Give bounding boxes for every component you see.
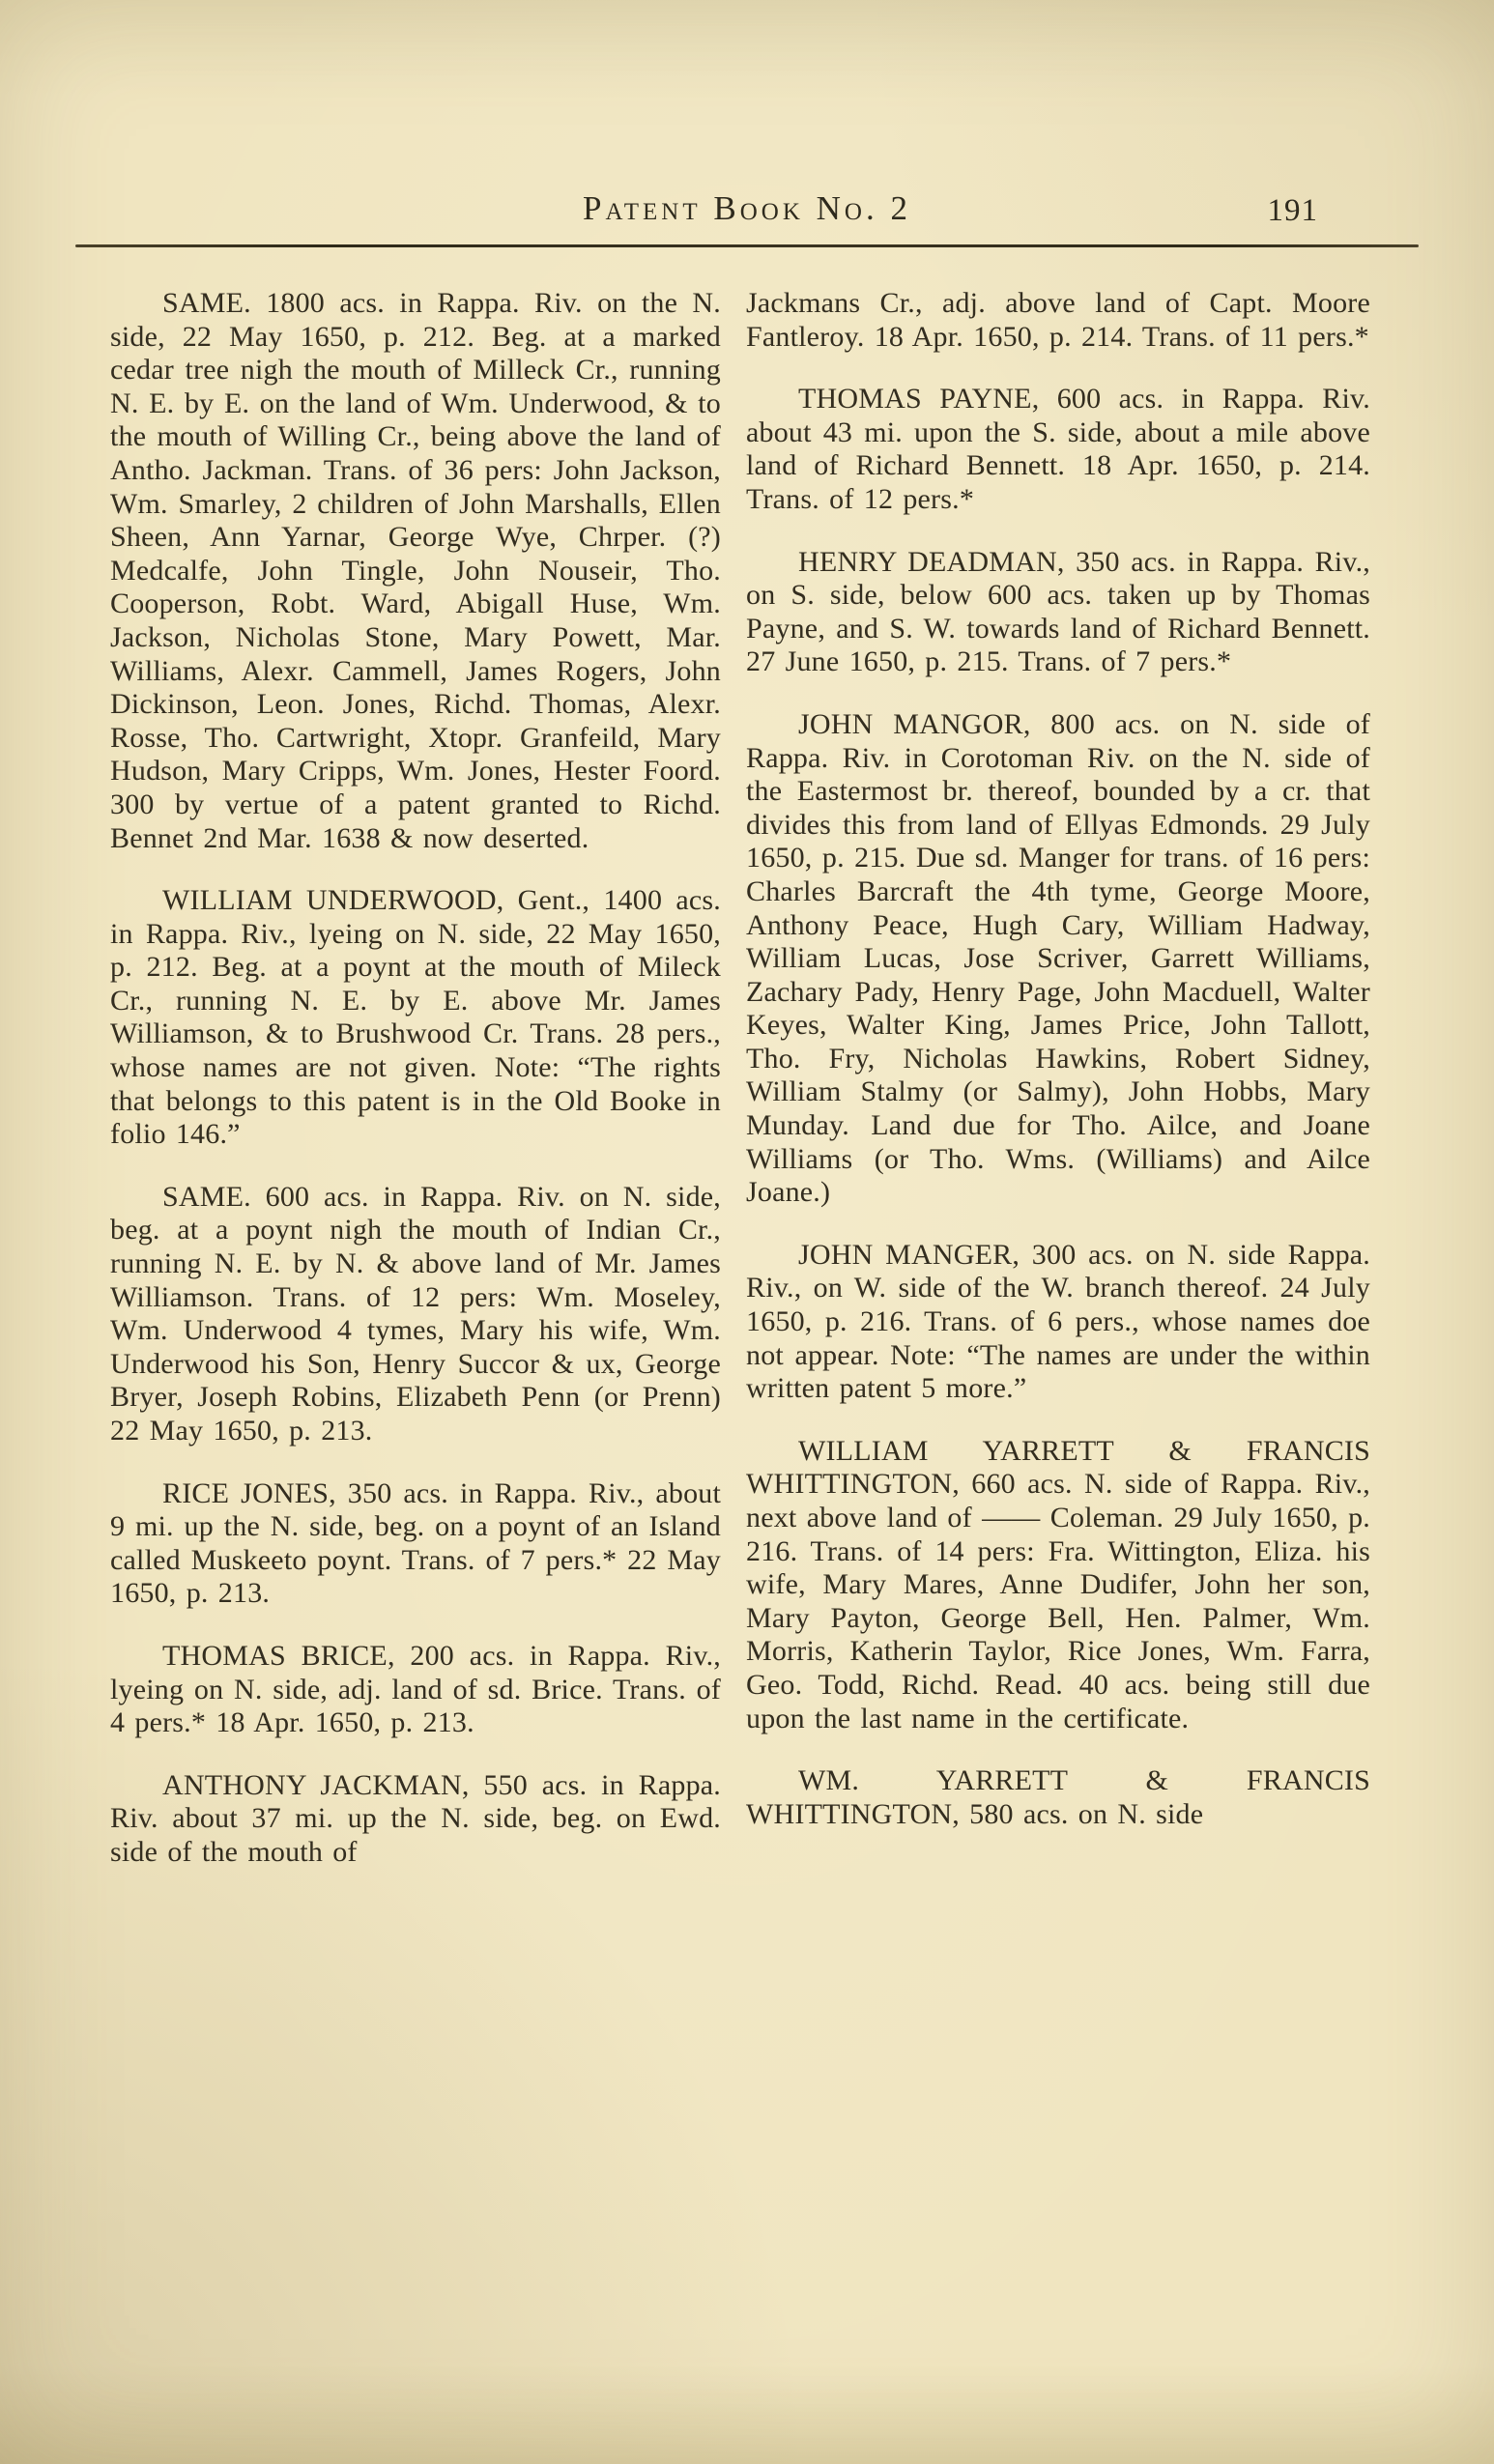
- patent-entry: RICE JONES, 350 acs. in Rappa. Riv., about 9 mi. up the N. side, beg. on a poynt of an Island called Muskeeto poynt. Trans. of 7 pers.* 22 May 1650, p. 213.: [110, 1476, 721, 1610]
- patent-entry: JOHN MANGER, 300 acs. on N. side Rappa. Riv., on W. side of the W. branch thereof. 24 July 1650, p. 216. Trans. of 6 pers., whose names doe not appear. Note: “The names are under the within written patent 5 more.”: [746, 1238, 1370, 1405]
- patent-entry: ANTHONY JACKMAN, 550 acs. in Rappa. Riv. about 37 mi. up the N. side, beg. on Ewd. side of the mouth of: [110, 1768, 721, 1868]
- patent-entry: THOMAS BRICE, 200 acs. in Rappa. Riv., lyeing on N. side, adj. land of sd. Brice. Trans. of 4 pers.* 18 Apr. 1650, p. 213.: [110, 1639, 721, 1739]
- patent-entry: SAME. 1800 acs. in Rappa. Riv. on the N. side, 22 May 1650, p. 212. Beg. at a marked cedar tree nigh the mouth of Milleck Cr., running N. E. by E. on the land of Wm. Underwood, & to the mouth of Willing Cr., being above the land of Antho. Jackman. Trans. of 36 pers: John Jackson, Wm. Smarley, 2 children of John Marshalls, Ellen Sheen, Ann Yarnar, George Wye, Chrper. (?) Medcalfe, John Tingle, John Nouseir, Tho. Cooperson, Robt. Ward, Abigall Huse, Wm. Jackson, Nicholas Stone, Mary Powett, Mar. Williams, Alexr. Cammell, James Rogers, John Dickinson, Leon. Jones, Richd. Thomas, Alexr. Rosse, Tho. Cartwright, Xtopr. Granfeild, Mary Hudson, Mary Cripps, Wm. Jones, Hester Foord. 300 by vertue of a patent granted to Richd. Bennet 2nd Mar. 1638 & now deserted.: [110, 287, 721, 854]
- patent-entry: SAME. 600 acs. in Rappa. Riv. on N. side, beg. at a poynt nigh the mouth of Indian Cr., running N. E. by N. & above land of Mr. James Williamson. Trans. of 12 pers: Wm. Moseley, Wm. Underwood 4 tymes, Mary his wife, Wm. Underwood his Son, Henry Succor & ux, George Bryer, Joseph Robins, Elizabeth Penn (or Prenn) 22 May 1650, p. 213.: [110, 1180, 721, 1447]
- patent-entry: Jackmans Cr., adj. above land of Capt. Moore Fantleroy. 18 Apr. 1650, p. 214. Trans. of 11 pers.*: [746, 287, 1370, 353]
- page-title: Patent Book No. 2: [583, 189, 911, 227]
- text-body: [110, 287, 1370, 1870]
- right-column: [746, 287, 1370, 1870]
- patent-entry: JOHN MANGOR, 800 acs. on N. side of Rappa. Riv. in Corotoman Riv. on the N. side of the Eastermost br. thereof, bounded by a cr. that divides this from land of Ellyas Edmonds. 29 July 1650, p. 215. Due sd. Manger for trans. of 16 pers: Charles Barcraft the 4th tyme, George Moore, Anthony Peace, Hugh Cary, William Hadway, William Lucas, Jose Scriver, Garrett Williams, Zachary Pady, Henry Page, John Macduell, Walter Keyes, Walter King, James Price, John Tallott, Tho. Fry, Nicholas Hawkins, Robert Sidney, William Stalmy (or Salmy), John Hobbs, Mary Munday. Land due for Tho. Ailce, and Joane Williams (or Tho. Wms. (Williams) and Ailce Joane.): [746, 707, 1370, 1209]
- left-column: [110, 287, 721, 1870]
- page-number: 191: [1267, 193, 1318, 228]
- patent-entry: WILLIAM UNDERWOOD, Gent., 1400 acs. in Rappa. Riv., lyeing on N. side, 22 May 1650, p. 212. Beg. at a poynt at the mouth of Mileck Cr., running N. E. by E. above Mr. James Williamson, & to Brushwood Cr. Trans. 28 pers., whose names are not given. Note: “The rights that belongs to this patent is in the Old Booke in folio 146.”: [110, 884, 721, 1151]
- header-rule: [75, 244, 1419, 247]
- patent-entry: HENRY DEADMAN, 350 acs. in Rappa. Riv., on S. side, below 600 acs. taken up by Thomas Payne, and S. W. towards land of Richard Bennett. 27 June 1650, p. 215. Trans. of 7 pers.*: [746, 545, 1370, 678]
- patent-entry: THOMAS PAYNE, 600 acs. in Rappa. Riv. about 43 mi. upon the S. side, about a mile above land of Richard Bennett. 18 Apr. 1650, p. 214. Trans. of 12 pers.*: [746, 383, 1370, 515]
- patent-entry: WILLIAM YARRETT & FRANCIS WHITTINGTON, 660 acs. N. side of Rappa. Riv., next above land of —— Coleman. 29 July 1650, p. 216. Trans. of 14 pers: Fra. Wittington, Eliza. his wife, Mary Mares, Anne Dudifer, John her son, Mary Payton, George Bell, Hen. Palmer, Wm. Morris, Katherin Taylor, Rice Jones, Wm. Farra, Geo. Todd, Richd. Read. 40 acs. being still due upon the last name in the certificate.: [746, 1434, 1370, 1734]
- patent-entry: WM. YARRETT & FRANCIS WHITTINGTON, 580 acs. on N. side: [746, 1764, 1370, 1830]
